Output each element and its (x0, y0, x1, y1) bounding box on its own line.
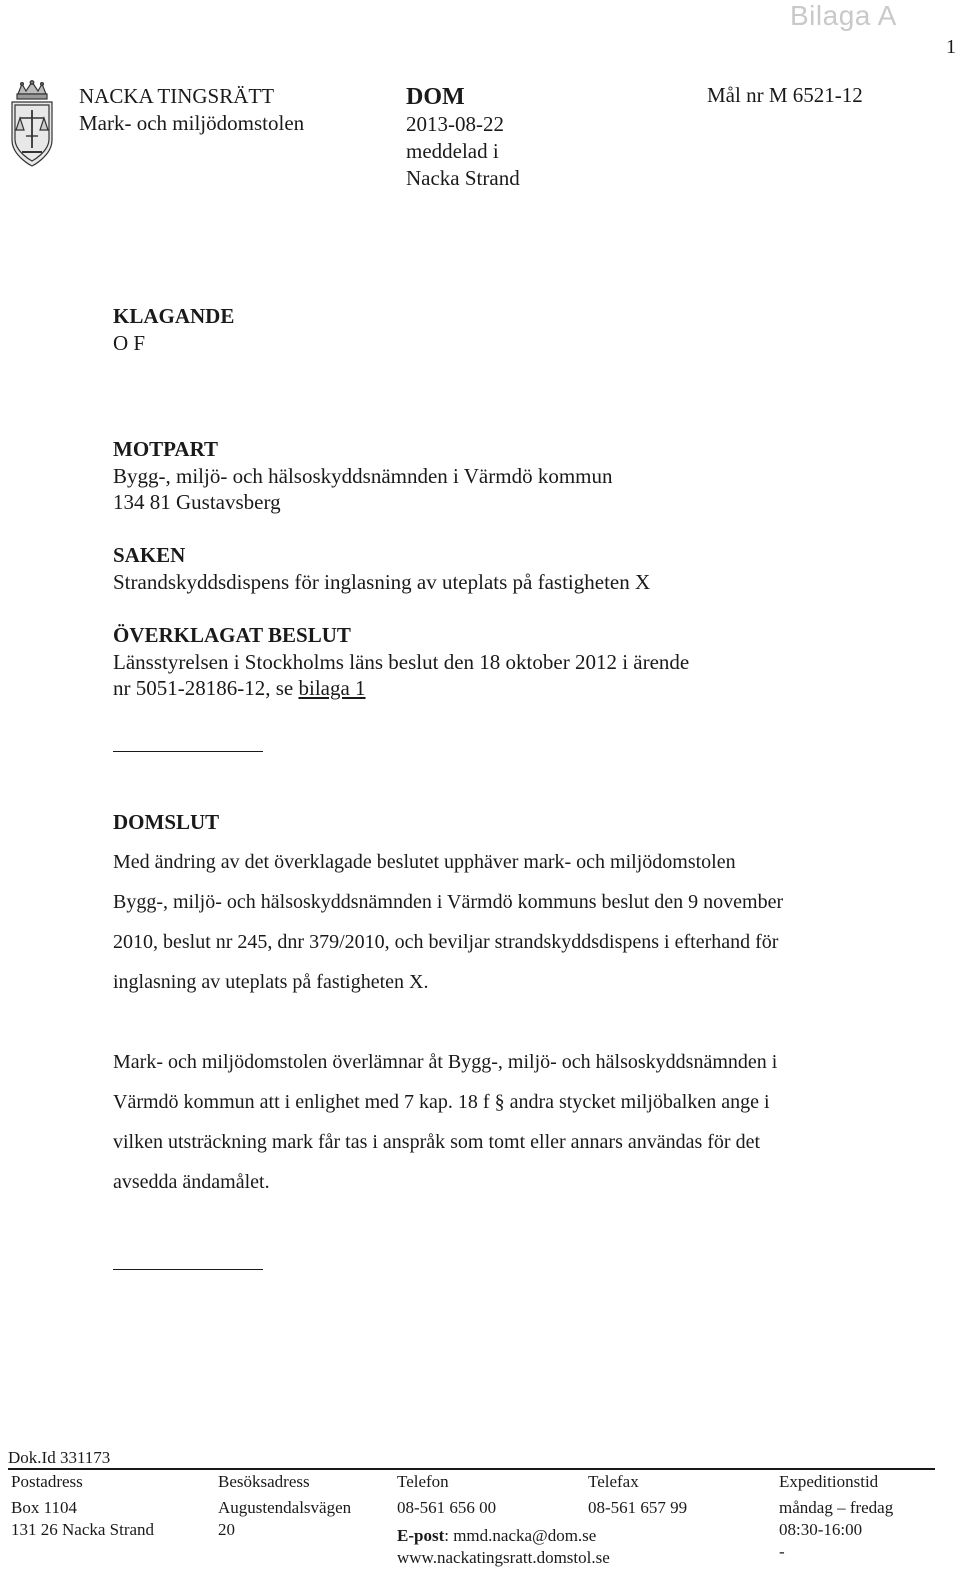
court-name: NACKA TINGSRÄTT (79, 84, 275, 108)
domslut-p1-line: inglasning av uteplats på fastigheten X. (113, 971, 429, 993)
saken-heading: SAKEN (113, 543, 186, 567)
motpart-name: Bygg-, miljö- och hälsoskyddsnämnden i Värmdö kommun (113, 463, 613, 488)
footer-besoksadress (218, 1497, 351, 1541)
overklagat-line2 (113, 675, 689, 702)
expeditionstid-line: - (779, 1542, 785, 1561)
footer-header-telefax: Telefax (588, 1472, 639, 1491)
expeditionstid-line: 08:30-16:00 (779, 1520, 863, 1539)
footer-epost (397, 1525, 596, 1547)
domslut-paragraph-2 (113, 1042, 913, 1202)
overklagat-line2-prefix: nr 5051-28186-12, se (113, 676, 299, 700)
expeditionstid-line: måndag – fredag (779, 1498, 894, 1517)
overklagat-section (113, 622, 689, 702)
klagande-section (113, 303, 234, 356)
closing-rule (113, 1269, 263, 1270)
domslut-heading-block (113, 809, 219, 836)
postadress-line: 131 26 Nacka Strand (11, 1520, 155, 1539)
swedish-coat-of-arms-icon (4, 80, 60, 176)
domslut-p1-line: Med ändring av det överklagade beslutet upphäver mark- och miljödomstolen (113, 851, 736, 873)
case-number: Mål nr M 6521-12 (707, 83, 863, 107)
domslut-p2-line: avsedda ändamålet. (113, 1171, 270, 1193)
domslut-p2-line: Mark- och miljödomstolen överlämnar åt Bygg-, miljö- och hälsoskyddsnämnden i (113, 1051, 778, 1073)
footer-telefon: 08-561 656 00 (397, 1498, 497, 1517)
overklagat-line1: Länsstyrelsen i Stockholms läns beslut den 18 oktober 2012 i ärende (113, 649, 690, 674)
overklagat-heading: ÖVERKLAGAT BESLUT (113, 623, 351, 647)
footer-header-expeditionstid: Expeditionstid (779, 1472, 879, 1491)
footer-header-postadress: Postadress (11, 1472, 83, 1491)
footer-postadress (11, 1497, 154, 1541)
motpart-heading: MOTPART (113, 437, 219, 461)
saken-text: Strandskyddsdispens för inglasning av uteplats på fastigheten X (113, 569, 651, 594)
motpart-address: 134 81 Gustavsberg (113, 490, 281, 514)
document-type: DOM (406, 84, 465, 110)
domslut-heading: DOMSLUT (113, 810, 220, 834)
delivered-place: Nacka Strand (406, 166, 520, 190)
bilaga-1-link[interactable]: bilaga 1 (298, 676, 366, 700)
page-number: 1 (946, 36, 956, 58)
separator-rule (113, 751, 263, 752)
footer-telefax: 08-561 657 99 (588, 1498, 688, 1517)
footer-expeditionstid (779, 1497, 893, 1563)
bilaga-watermark: Bilaga A (790, 0, 897, 31)
court-header (79, 83, 304, 137)
epost-value[interactable]: : mmd.nacka@dom.se (444, 1526, 597, 1545)
footer-header-telefon: Telefon (397, 1472, 449, 1491)
domslut-p1-line: Bygg-, miljö- och hälsoskyddsnämnden i Värmdö kommuns beslut den 9 november (113, 891, 784, 913)
domslut-p1-line: 2010, beslut nr 245, dnr 379/2010, och beviljar strandskyddsdispens i efterhand för (113, 931, 779, 953)
saken-section (113, 542, 650, 595)
besoksadress-line: Augustendalsvägen (218, 1498, 352, 1517)
footer-divider (8, 1468, 935, 1470)
domslut-p2-line: vilken utsträckning mark får tas i anspråk som tomt eller annars användas för det (113, 1131, 761, 1153)
domslut-p2-line: Värmdö kommun att i enlighet med 7 kap. 18 f § andra stycket miljöbalken ange i (113, 1091, 770, 1113)
epost-label: E-post (397, 1526, 445, 1545)
footer-header-besoksadress: Besöksadress (218, 1472, 310, 1491)
domslut-paragraph-1 (113, 842, 913, 1002)
judgment-date: 2013-08-22 (406, 112, 504, 136)
besoksadress-line: 20 (218, 1520, 235, 1539)
delivered-label: meddelad i (406, 139, 499, 163)
judgment-header (406, 84, 520, 192)
court-division: Mark- och miljödomstolen (79, 111, 305, 135)
klagande-name: O F (113, 330, 146, 355)
footer-website[interactable]: www.nackatingsratt.domstol.se (397, 1548, 610, 1567)
postadress-line: Box 1104 (11, 1498, 77, 1517)
klagande-heading: KLAGANDE (113, 304, 235, 328)
motpart-section (113, 436, 613, 516)
document-id: Dok.Id 331173 (8, 1448, 111, 1467)
